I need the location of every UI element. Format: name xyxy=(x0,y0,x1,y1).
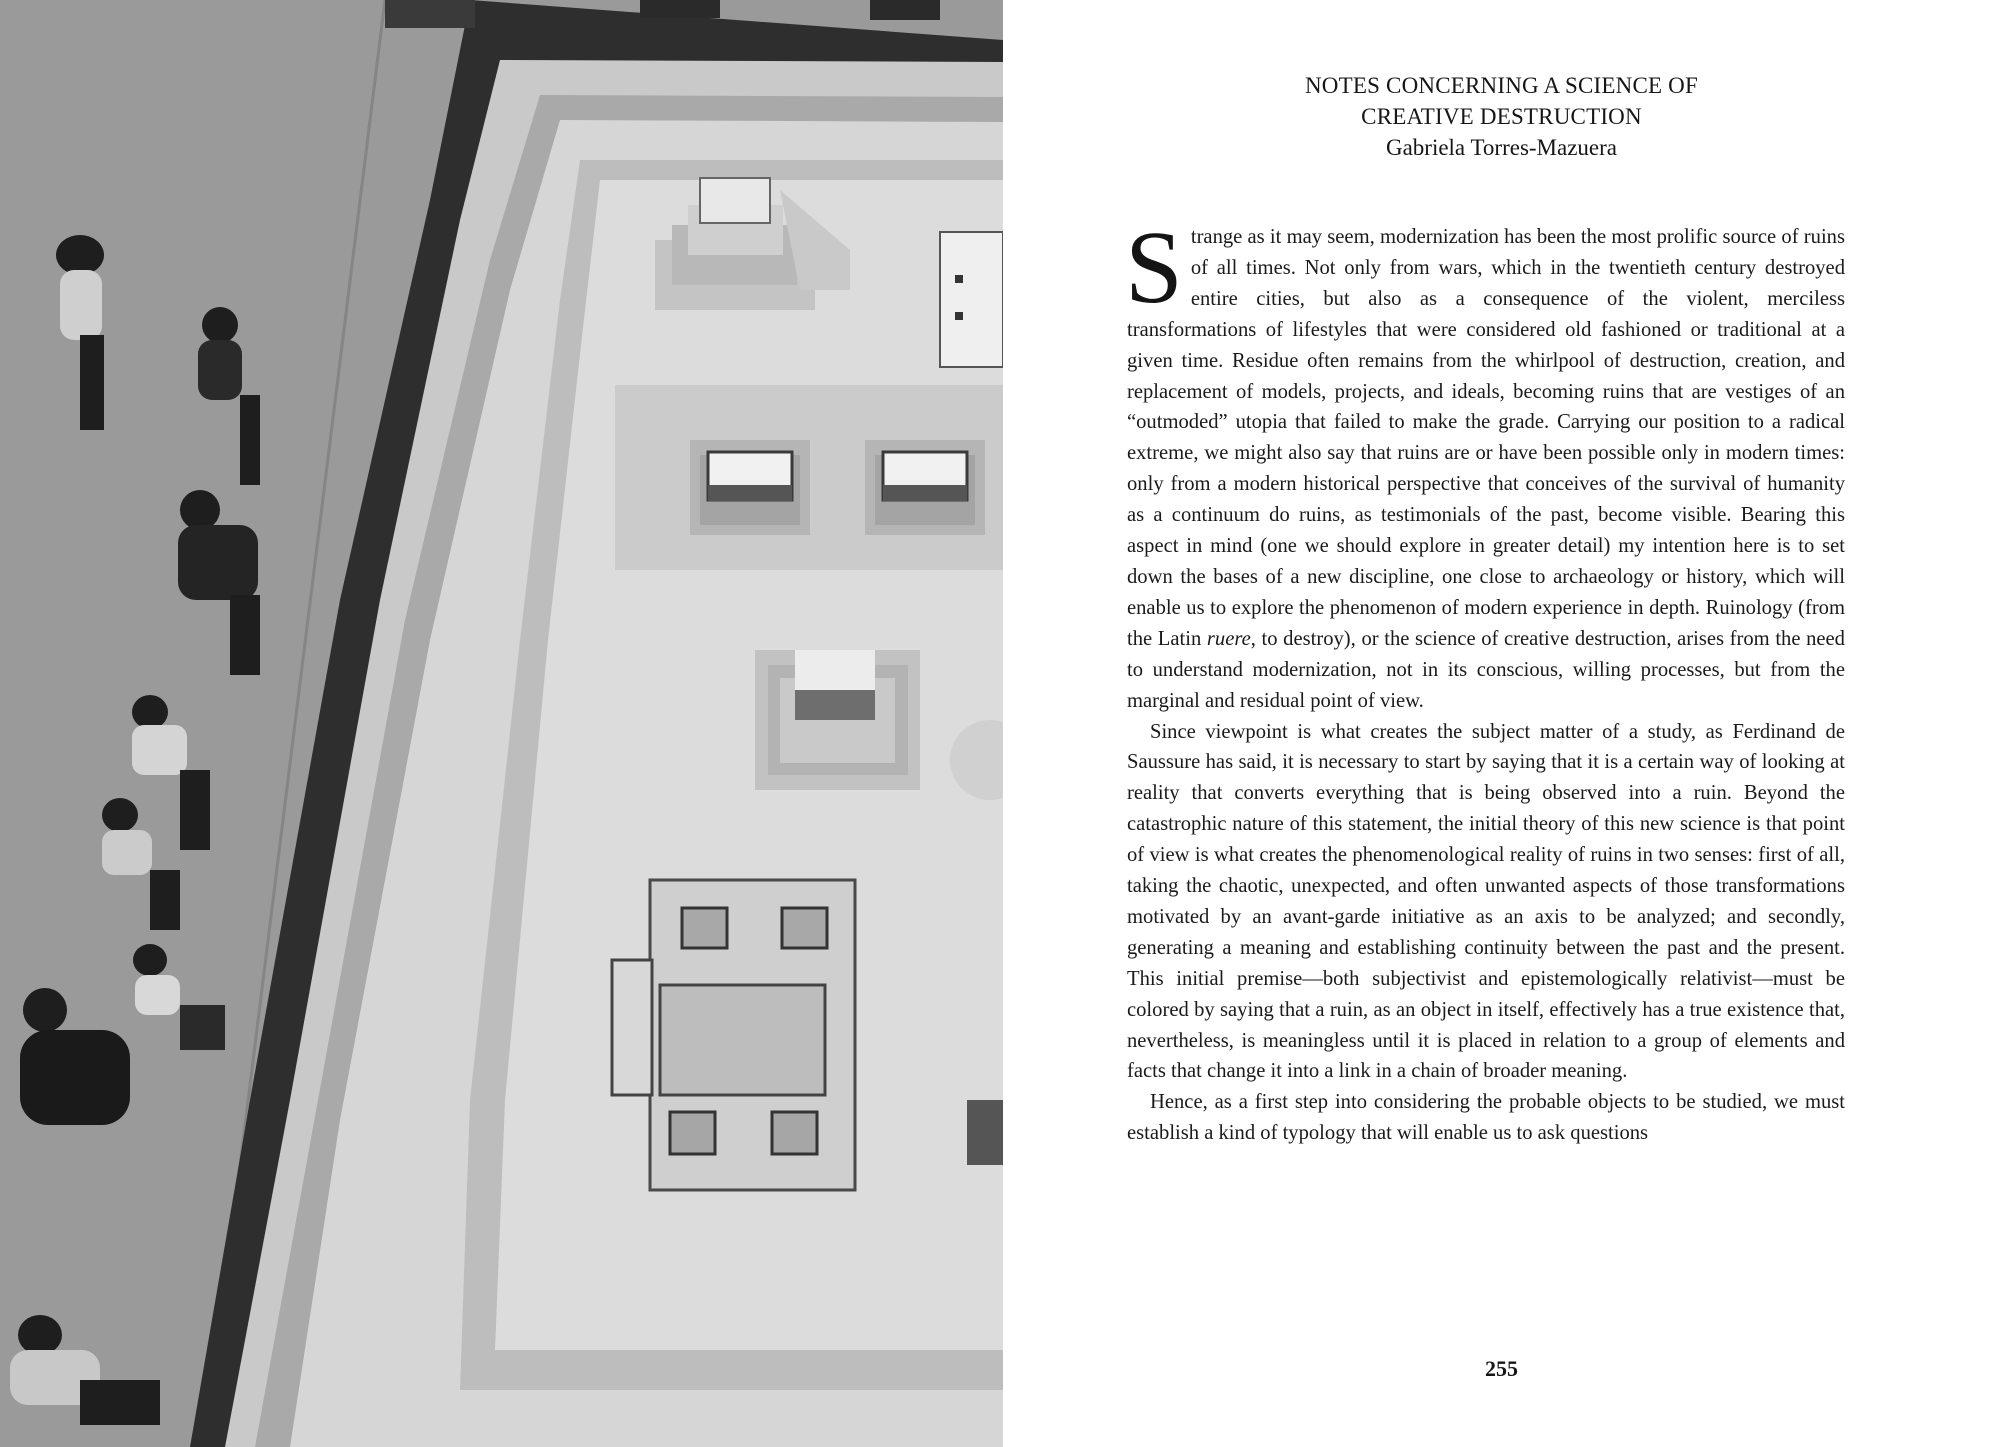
paragraph-3: Hence, as a first step into considering the probable objects to be studied, we must establish a kind of typology that will enable us to ask questions xyxy=(1127,1091,1845,1145)
text-page xyxy=(1003,0,2000,1447)
essay-body xyxy=(1125,210,1845,1149)
chapter-heading xyxy=(1003,70,2000,163)
page-number: 255 xyxy=(1485,1356,1518,1381)
author-name: Gabriela Torres-Mazuera xyxy=(1385,135,1618,160)
paragraph-2: Since viewpoint is what creates the subject matter of a study, as Ferdinand de Saussure has said, it is necessary to start by saying that it is a certain way of looking at reality that converts everything that is being observed into a ruin. Beyond the catastrophic nature of this statement, the initial theory of this new science is that point of view is what creates the phenomenological reality of ruins in two senses: first of all, taking the chaotic, unexpected, and often unwanted aspects of those transformations motivated by an avant-garde initiative as an axis to be analyzed; and secondly, generating a meaning and establishing continuity between the past and the present. This initial premise—both subjectivist and epistemologically relativist—must be colored by saying that a ruin, as an object in itself, effectively has a true existence that, nevertheless, is meaningless until it is placed in relation to a group of elements and facts that change it into a link in a chain of broader meaning. xyxy=(1127,720,1845,1083)
chapter-title-line-2: CREATIVE DESTRUCTION xyxy=(1361,104,1642,129)
latin-term: ruere xyxy=(1206,627,1251,650)
drop-cap: S xyxy=(1125,210,1183,325)
paragraph-1-text-b: , to destroy), or the science of creative destruction, arises from the need to understand modernization, not in its conscious, willing processes, but from the marginal and residual point of view. xyxy=(1127,627,1845,712)
chapter-title-line-1: NOTES CONCERNING A SCIENCE OF xyxy=(1304,73,1698,98)
paragraph-1-text-a: trange as it may seem, modernization has been the most prolific source of ruins of all times. Not only from wars, which in the twentieth century destroyed entire cities, but also as a consequence of the violent, merciless transformations of lifestyles that were considered old fashioned or traditional at a given time. Residue often remains from the whirlpool of destruction, creation, and replacement of models, projects, and ideals, becoming ruins that are vestiges of an “outmoded” utopia that failed to make the grade. Carrying our position to a radical extreme, we might also say that ruins are or have been possible only in modern times: only from a modern historical perspective that conceives of the survival of humanity as a continuum do ruins, as testimonials of the past, become visible. Bearing this aspect in mind (one we should explore in greater detail) my intention here is to set down the bases of a new discipline, one close to archaeology or history, which will enable us to explore the phenomenon of modern experience in depth. Ruinology (from the Latin xyxy=(1127,226,1845,650)
paragraph-1 xyxy=(1125,210,1845,717)
